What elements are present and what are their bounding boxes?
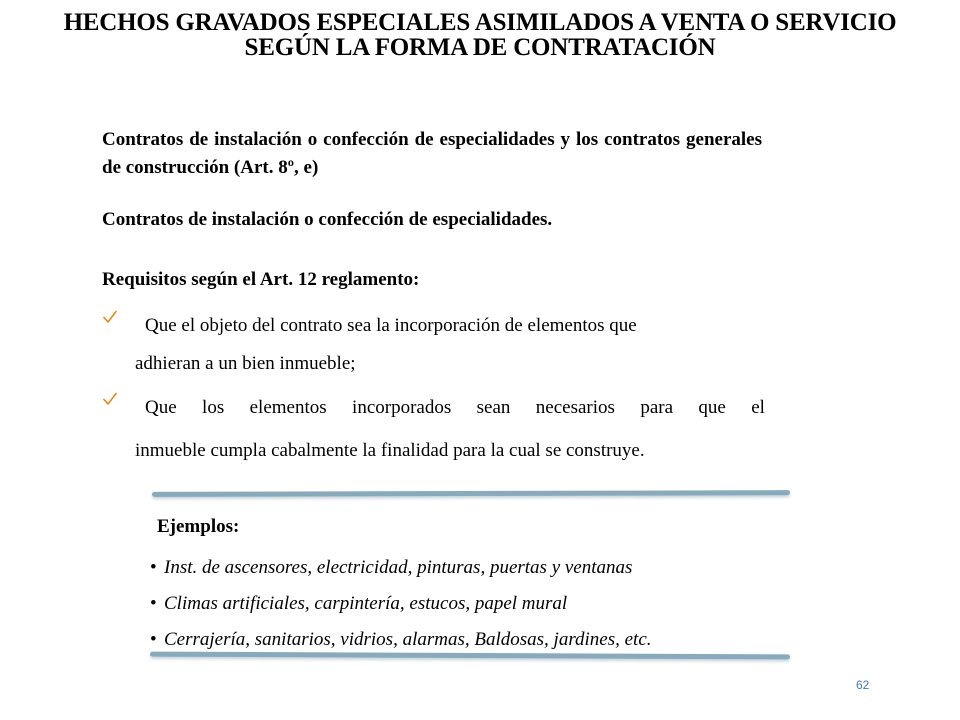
- requirement-word: los: [202, 397, 225, 418]
- list-item: [150, 586, 652, 622]
- requirement-2-line-1: [145, 397, 765, 419]
- example-text: Climas artificiales, carpintería, estucos, papel mural: [164, 593, 568, 614]
- requirement-word: sean: [476, 397, 511, 418]
- slide-title-line-2: SEGÚN LA FORMA DE CONTRATACIÓN: [244, 34, 716, 61]
- intro-paragraph: Contratos de instalación o confección de especialidades y los contratos generales de construcción (Art. 8º, e): [102, 129, 762, 178]
- requirement-word: Que: [145, 397, 177, 418]
- examples-heading: Ejemplos:: [157, 516, 240, 537]
- examples-list: [150, 550, 652, 658]
- requirement-word: para: [640, 397, 674, 418]
- checkmark-icon: [103, 310, 117, 324]
- list-item: [150, 550, 652, 586]
- subtitle-paragraph: Contratos de instalación o confección de especialidades.: [102, 209, 553, 230]
- bullet-icon: •: [150, 593, 157, 614]
- example-text: Cerrajería, sanitarios, vidrios, alarmas, Baldosas, jardines, etc.: [164, 629, 652, 650]
- checkmark-icon: [103, 392, 117, 406]
- requirement-word: elementos: [249, 397, 327, 418]
- bullet-icon: •: [150, 629, 157, 650]
- requirement-2-line-2: inmueble cumpla cabalmente la finalidad para la cual se construye.: [135, 440, 645, 461]
- requirement-word: necesarios: [535, 397, 615, 418]
- divider-top: [152, 490, 790, 497]
- requirements-heading: Requisitos según el Art. 12 reglamento:: [102, 269, 420, 290]
- requirement-1-line-1: Que el objeto del contrato sea la incorporación de elementos que: [145, 315, 637, 336]
- slide-title: [0, 10, 960, 60]
- slide-title-line-1: HECHOS GRAVADOS ESPECIALES ASIMILADOS A VENTA O SERVICIO: [63, 9, 897, 36]
- page-number: 62: [856, 678, 870, 692]
- requirement-word: incorporados: [352, 397, 452, 418]
- requirement-word: el: [751, 397, 765, 418]
- divider-bottom: [150, 652, 790, 660]
- bullet-icon: •: [150, 557, 157, 578]
- requirement-word: que: [698, 397, 726, 418]
- example-text: Inst. de ascensores, electricidad, pinturas, puertas y ventanas: [164, 557, 633, 578]
- requirement-1-line-2: adhieran a un bien inmueble;: [135, 353, 356, 374]
